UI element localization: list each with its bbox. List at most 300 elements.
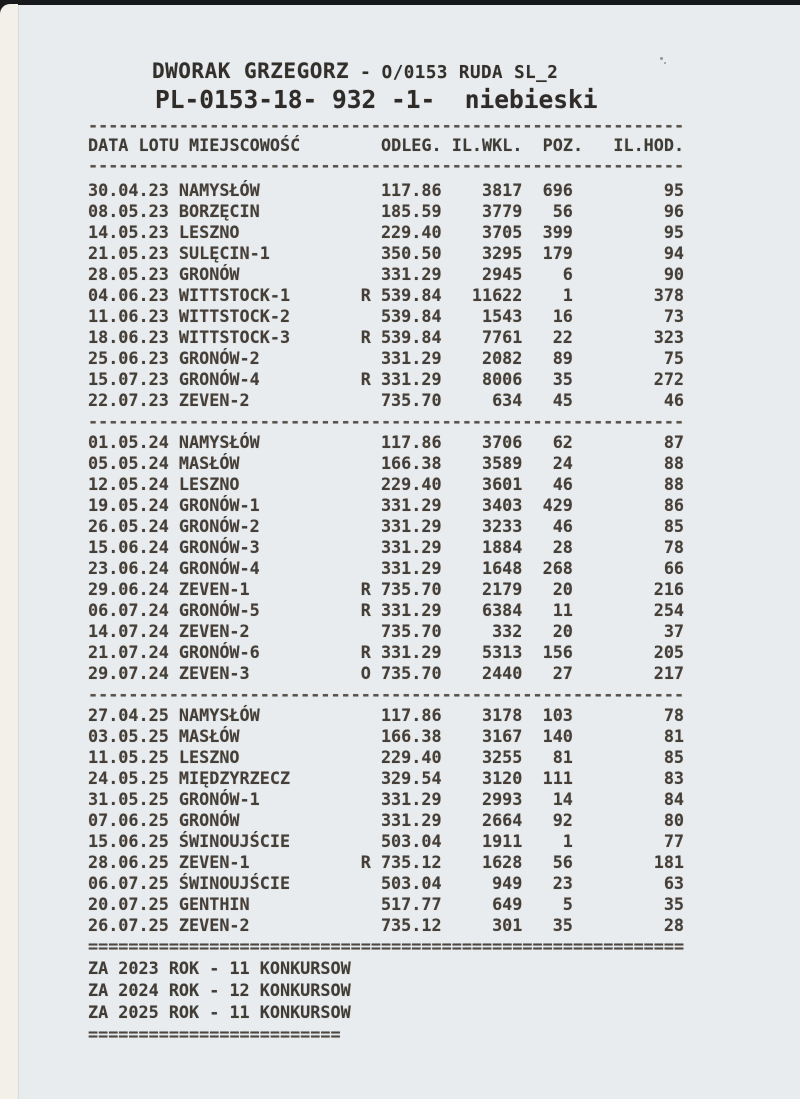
position-value: 1: [562, 831, 573, 851]
flight-result-row: [88, 831, 728, 852]
ilhod-value: 85: [663, 516, 685, 536]
release-place: GRONÓW-1: [178, 495, 260, 515]
ilhod-value: 216: [653, 579, 685, 599]
ilhod-value: 83: [663, 768, 685, 788]
release-place: GRONÓW-4: [178, 369, 260, 389]
position-value: 27: [552, 663, 573, 683]
position-value: 179: [542, 243, 573, 263]
distance-value: 331.29: [380, 516, 442, 536]
ilhod-value: 28: [663, 915, 685, 935]
position-value: 23: [552, 873, 573, 893]
ilhod-value: 84: [663, 789, 685, 809]
birds-entered: 1543: [481, 306, 523, 326]
paper-edge-strip: [0, 4, 18, 1099]
birds-entered: 6384: [481, 600, 523, 620]
birds-entered: 8006: [481, 369, 523, 389]
flight-result-row: [88, 852, 728, 873]
release-place: GRONÓW-6: [178, 642, 260, 662]
position-value: 56: [552, 852, 573, 872]
birds-entered: 3779: [481, 201, 523, 221]
release-place: BORZĘCIN: [178, 201, 260, 221]
position-value: 11: [552, 600, 573, 620]
position-value: 1: [562, 285, 573, 305]
flight-result-row: [88, 579, 728, 600]
column-gap: [169, 915, 179, 936]
column-gap: [169, 369, 179, 390]
distance-value: 735.70: [380, 621, 442, 641]
ilhod-value: 378: [653, 285, 685, 305]
race-flag: [351, 390, 371, 411]
ilhod-value: 80: [663, 810, 685, 830]
flight-date: 14.07.24: [88, 621, 169, 641]
loft-owner-title: [152, 58, 728, 84]
column-gap: [169, 810, 179, 831]
race-flag: R: [360, 369, 371, 389]
column-gap: [169, 705, 179, 726]
release-place: ŚWINOUJŚCIE: [178, 873, 291, 893]
title-separator: -: [349, 62, 382, 83]
flight-date: 14.05.23: [88, 222, 169, 242]
distance-value: 350.50: [380, 243, 442, 263]
flight-date: 01.05.24: [88, 432, 169, 452]
column-gap: [169, 894, 179, 915]
position-value: 89: [552, 348, 573, 368]
distance-value: 503.04: [380, 873, 442, 893]
column-gap: [169, 390, 179, 411]
ilhod-value: 323: [653, 327, 685, 347]
ilhod-value: 90: [663, 264, 685, 284]
race-flag: [351, 726, 371, 747]
flight-result-row: [88, 432, 728, 453]
position-value: 22: [552, 327, 573, 347]
distance-value: 331.29: [380, 369, 442, 389]
birds-entered: 5313: [481, 642, 523, 662]
column-gap: [169, 873, 179, 894]
flight-result-row: [88, 264, 728, 285]
distance-value: 735.70: [380, 579, 442, 599]
race-flag: R: [360, 852, 371, 872]
position-value: 268: [542, 558, 573, 578]
flight-date: 22.07.23: [88, 390, 169, 410]
distance-value: 331.29: [380, 348, 442, 368]
table-column-headers: DATA LOTU MIEJSCOWOŚĆ ODLEG. IL.WKL. POZ. IL.HOD.: [88, 135, 685, 155]
flight-date: 18.06.23: [88, 327, 169, 347]
release-place: NAMYSŁÓW: [178, 432, 260, 452]
column-gap: [169, 516, 179, 537]
column-gap: [169, 747, 179, 768]
distance-value: 331.29: [380, 642, 442, 662]
distance-value: 331.29: [380, 789, 442, 809]
ilhod-value: 205: [653, 642, 685, 662]
column-gap: [169, 327, 179, 348]
flight-result-row: [88, 621, 728, 642]
release-place: LESZNO: [178, 222, 240, 242]
release-place: GRONÓW-2: [178, 516, 260, 536]
flight-result-row: [88, 453, 728, 474]
race-flag: O: [360, 663, 371, 683]
ilhod-value: 78: [663, 537, 685, 557]
race-flag: [351, 831, 371, 852]
separator-dashed: -----------------------------------------------------------: [88, 684, 685, 704]
flight-result-row: [88, 348, 728, 369]
release-place: GRONÓW-4: [178, 558, 260, 578]
flight-result-row: [88, 642, 728, 663]
flight-result-row: [88, 894, 728, 915]
release-place: GRONÓW-1: [178, 789, 260, 809]
release-place: MIĘDZYRZECZ: [178, 768, 291, 788]
flight-result-row: [88, 789, 728, 810]
separator-dashed: -----------------------------------------------------------: [88, 116, 685, 134]
birds-entered: 3601: [481, 474, 523, 494]
flight-result-row: [88, 327, 728, 348]
flight-result-row: [88, 516, 728, 537]
flight-result-row: [88, 180, 728, 201]
birds-entered: 301: [492, 915, 523, 935]
birds-entered: 3705: [481, 222, 523, 242]
ilhod-value: 217: [653, 663, 685, 683]
column-gap: [169, 264, 179, 285]
race-flag: [351, 474, 371, 495]
distance-value: 735.70: [380, 663, 442, 683]
ilhod-value: 81: [663, 726, 685, 746]
distance-value: 503.04: [380, 831, 442, 851]
race-flag: [351, 180, 371, 201]
distance-value: 331.29: [380, 600, 442, 620]
release-place: ZEVEN-2: [178, 915, 250, 935]
flight-result-row: [88, 663, 728, 684]
flight-result-row: [88, 201, 728, 222]
race-flag: [351, 306, 371, 327]
position-value: 5: [562, 894, 573, 914]
column-gap: [169, 642, 179, 663]
race-flag: [351, 222, 371, 243]
position-value: 14: [552, 789, 573, 809]
ilhod-value: 77: [663, 831, 685, 851]
birds-entered: 3233: [481, 516, 523, 536]
birds-entered: 2179: [481, 579, 523, 599]
flight-result-row: [88, 726, 728, 747]
flight-date: 29.06.24: [88, 579, 169, 599]
column-gap: [169, 600, 179, 621]
flight-result-row: [88, 243, 728, 264]
position-value: 24: [552, 453, 573, 473]
separator-dashed: -----------------------------------------------------------: [88, 411, 685, 431]
distance-value: 117.86: [380, 432, 442, 452]
birds-entered: 1648: [481, 558, 523, 578]
position-value: 140: [542, 726, 573, 746]
race-flag: [351, 768, 371, 789]
column-gap: [169, 453, 179, 474]
separator-double: ===========================================================: [88, 936, 685, 956]
release-place: NAMYSŁÓW: [178, 705, 260, 725]
release-place: GRONÓW-2: [178, 348, 260, 368]
position-value: 20: [552, 579, 573, 599]
race-flag: [351, 621, 371, 642]
position-value: 111: [542, 768, 573, 788]
race-flag: [351, 747, 371, 768]
column-gap: [169, 831, 179, 852]
flight-date: 11.06.23: [88, 306, 169, 326]
flight-result-row: [88, 558, 728, 579]
flight-date: 11.05.25: [88, 747, 169, 767]
birds-entered: 7761: [481, 327, 523, 347]
distance-value: 331.29: [380, 810, 442, 830]
flight-date: 06.07.24: [88, 600, 169, 620]
branch-code: O/0153 RUDA SL_2: [381, 63, 559, 83]
pigeon-ring-title: PL-0153-18- 932 -1- niebieski: [155, 85, 598, 114]
birds-entered: 11622: [471, 285, 523, 305]
distance-value: 539.84: [380, 327, 442, 347]
distance-value: 539.84: [380, 285, 442, 305]
release-place: ZEVEN-2: [178, 390, 250, 410]
position-value: 28: [552, 537, 573, 557]
flight-result-row: [88, 768, 728, 789]
distance-value: 117.86: [380, 705, 442, 725]
flight-result-row: [88, 495, 728, 516]
distance-value: 329.54: [380, 768, 442, 788]
birds-entered: 2945: [481, 264, 523, 284]
distance-value: 331.29: [380, 537, 442, 557]
flight-date: 28.05.23: [88, 264, 169, 284]
birds-entered: 3120: [481, 768, 523, 788]
column-gap: [169, 495, 179, 516]
position-value: 45: [552, 390, 573, 410]
distance-value: 117.86: [380, 180, 442, 200]
column-gap: [169, 285, 179, 306]
distance-value: 735.70: [380, 390, 442, 410]
column-gap: [169, 789, 179, 810]
ilhod-value: 35: [663, 894, 685, 914]
release-place: LESZNO: [178, 474, 240, 494]
birds-entered: 3167: [481, 726, 523, 746]
flight-date: 15.06.25: [88, 831, 169, 851]
flight-date: 23.06.24: [88, 558, 169, 578]
ilhod-value: 87: [663, 432, 685, 452]
distance-value: 735.12: [380, 852, 442, 872]
race-flag: [351, 789, 371, 810]
document-content: [88, 58, 728, 1045]
release-place: GENTHIN: [178, 894, 250, 914]
ilhod-value: 181: [653, 852, 685, 872]
birds-entered: 634: [492, 390, 523, 410]
flight-date: 15.06.24: [88, 537, 169, 557]
column-gap: [169, 537, 179, 558]
column-gap: [169, 306, 179, 327]
column-gap: [169, 579, 179, 600]
flight-date: 20.07.25: [88, 894, 169, 914]
ilhod-value: 75: [663, 348, 685, 368]
race-flag: R: [360, 642, 371, 662]
race-flag: [351, 453, 371, 474]
race-flag: R: [360, 600, 371, 620]
position-value: 62: [552, 432, 573, 452]
ilhod-value: 254: [653, 600, 685, 620]
season-2023-rows: [88, 180, 728, 411]
birds-entered: 2664: [481, 810, 523, 830]
race-flag: R: [360, 327, 371, 347]
birds-entered: 3178: [481, 705, 523, 725]
position-value: 696: [542, 180, 573, 200]
flight-date: 21.07.24: [88, 642, 169, 662]
birds-entered: 3589: [481, 453, 523, 473]
race-flag: [351, 432, 371, 453]
flight-result-row: [88, 705, 728, 726]
flight-result-row: [88, 810, 728, 831]
birds-entered: 2082: [481, 348, 523, 368]
race-flag: [351, 516, 371, 537]
ilhod-value: 85: [663, 747, 685, 767]
flight-date: 15.07.23: [88, 369, 169, 389]
birds-entered: 2993: [481, 789, 523, 809]
flight-date: 07.06.25: [88, 810, 169, 830]
release-place: GRONÓW-3: [178, 537, 260, 557]
column-gap: [169, 201, 179, 222]
flight-date: 28.06.25: [88, 852, 169, 872]
flight-date: 26.07.25: [88, 915, 169, 935]
distance-value: 331.29: [380, 264, 442, 284]
summary-line: ZA 2024 ROK - 12 KONKURSOW: [88, 980, 351, 1000]
race-flag: [351, 201, 371, 222]
flight-result-row: [88, 306, 728, 327]
race-flag: [351, 894, 371, 915]
race-flag: [351, 558, 371, 579]
separator-double-short: =========================: [88, 1024, 341, 1044]
column-gap: [169, 432, 179, 453]
column-gap: [169, 348, 179, 369]
column-gap: [169, 222, 179, 243]
flight-date: 12.05.24: [88, 474, 169, 494]
position-value: 35: [552, 369, 573, 389]
distance-value: 185.59: [380, 201, 442, 221]
season-summary: [88, 957, 728, 1023]
race-flag: [351, 537, 371, 558]
flight-date: 21.05.23: [88, 243, 169, 263]
position-value: 429: [542, 495, 573, 515]
birds-entered: 2440: [481, 663, 523, 683]
flight-result-row: [88, 285, 728, 306]
flight-result-row: [88, 600, 728, 621]
column-gap: [169, 558, 179, 579]
flight-result-row: [88, 222, 728, 243]
ilhod-value: 96: [663, 201, 685, 221]
birds-entered: 3817: [481, 180, 523, 200]
race-flag: R: [360, 579, 371, 599]
ilhod-value: 94: [663, 243, 685, 263]
summary-line: ZA 2023 ROK - 11 KONKURSOW: [88, 958, 351, 978]
ilhod-value: 46: [663, 390, 685, 410]
birds-entered: 949: [492, 873, 523, 893]
position-value: 46: [552, 474, 573, 494]
release-place: SULĘCIN-1: [178, 243, 270, 263]
position-value: 6: [562, 264, 573, 284]
flight-date: 04.06.23: [88, 285, 169, 305]
distance-value: 539.84: [380, 306, 442, 326]
ilhod-value: 88: [663, 474, 685, 494]
distance-value: 166.38: [380, 726, 442, 746]
position-value: 92: [552, 810, 573, 830]
release-place: GRONÓW: [178, 264, 240, 284]
race-flag: [351, 495, 371, 516]
race-flag: [351, 915, 371, 936]
flight-date: 24.05.25: [88, 768, 169, 788]
flight-date: 27.04.25: [88, 705, 169, 725]
birds-entered: 3706: [481, 432, 523, 452]
season-2025-rows: [88, 705, 728, 936]
distance-value: 229.40: [380, 222, 442, 242]
race-flag: [351, 705, 371, 726]
release-place: LESZNO: [178, 747, 240, 767]
release-place: MASŁÓW: [178, 726, 240, 746]
position-value: 103: [542, 705, 573, 725]
summary-line: ZA 2025 ROK - 11 KONKURSOW: [88, 1002, 351, 1022]
release-place: MASŁÓW: [178, 453, 240, 473]
release-place: WITTSTOCK-2: [178, 306, 291, 326]
flight-date: 05.05.24: [88, 453, 169, 473]
release-place: NAMYSŁÓW: [178, 180, 260, 200]
distance-value: 229.40: [380, 474, 442, 494]
release-place: GRONÓW: [178, 810, 240, 830]
flight-result-row: [88, 537, 728, 558]
release-place: WITTSTOCK-1: [178, 285, 291, 305]
race-flag: [351, 873, 371, 894]
position-value: 20: [552, 621, 573, 641]
ilhod-value: 37: [663, 621, 685, 641]
ilhod-value: 95: [663, 180, 685, 200]
column-gap: [169, 768, 179, 789]
flight-date: 06.07.25: [88, 873, 169, 893]
birds-entered: 1884: [481, 537, 523, 557]
flight-result-row: [88, 369, 728, 390]
position-value: 35: [552, 915, 573, 935]
distance-value: 331.29: [380, 495, 442, 515]
birds-entered: 332: [492, 621, 523, 641]
ilhod-value: 63: [663, 873, 685, 893]
owner-name: DWORAK GRZEGORZ: [152, 59, 350, 83]
birds-entered: 1628: [481, 852, 523, 872]
flight-result-row: [88, 390, 728, 411]
column-gap: [169, 180, 179, 201]
column-gap: [169, 621, 179, 642]
birds-entered: 1911: [481, 831, 523, 851]
race-flag: R: [360, 285, 371, 305]
position-value: 46: [552, 516, 573, 536]
flight-date: 25.06.23: [88, 348, 169, 368]
ilhod-value: 88: [663, 453, 685, 473]
position-value: 156: [542, 642, 573, 662]
flight-date: 19.05.24: [88, 495, 169, 515]
flight-date: 08.05.23: [88, 201, 169, 221]
distance-value: 229.40: [380, 747, 442, 767]
release-place: ZEVEN-1: [178, 579, 250, 599]
distance-value: 331.29: [380, 558, 442, 578]
flight-date: 26.05.24: [88, 516, 169, 536]
position-value: 16: [552, 306, 573, 326]
flight-result-row: [88, 915, 728, 936]
release-place: ŚWINOUJŚCIE: [178, 831, 291, 851]
flight-date: 31.05.25: [88, 789, 169, 809]
release-place: ZEVEN-2: [178, 621, 250, 641]
race-flag: [351, 348, 371, 369]
distance-value: 517.77: [380, 894, 442, 914]
flight-result-row: [88, 474, 728, 495]
column-gap: [169, 474, 179, 495]
flight-date: 30.04.23: [88, 180, 169, 200]
race-flag: [351, 243, 371, 264]
separator-dashed: -----------------------------------------------------------: [88, 156, 685, 174]
column-gap: [169, 726, 179, 747]
flight-result-row: [88, 873, 728, 894]
race-flag: [351, 264, 371, 285]
